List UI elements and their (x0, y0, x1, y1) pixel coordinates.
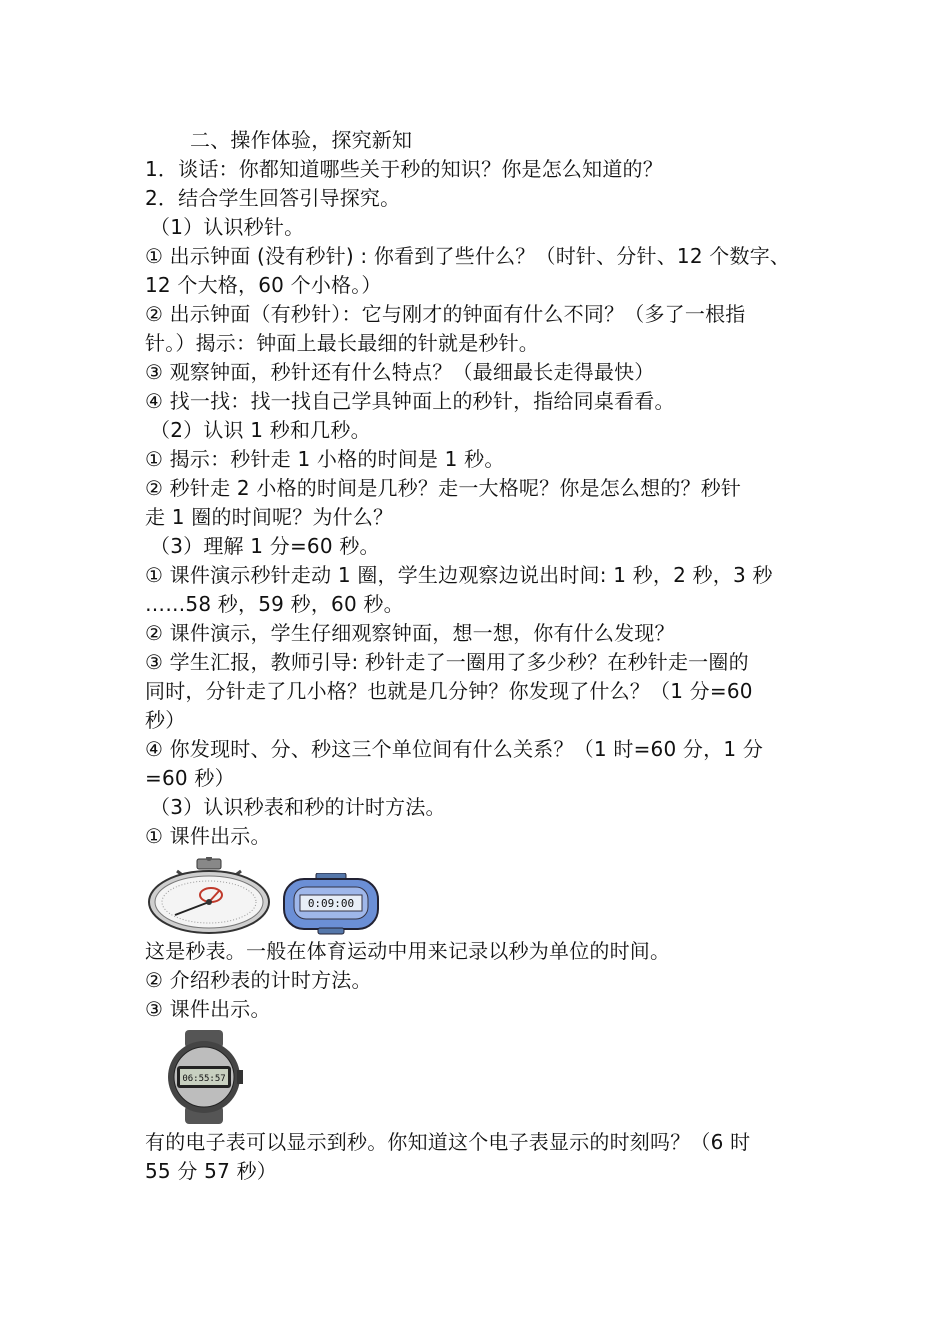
subheading: （2）认识 1 秒和几秒。 (150, 418, 371, 442)
text-line: ② 介绍秒表的计时方法。 (145, 968, 372, 992)
text-line: 这是秒表。一般在体育运动中用来记录以秒为单位的时间。 (145, 939, 671, 963)
text-line: ① 课件出示。 (145, 824, 271, 848)
subheading: （3）认识秒表和秒的计时方法。 (150, 795, 446, 819)
watch-image-row (165, 1028, 825, 1124)
analog-stopwatch-image (147, 857, 272, 935)
text-line: 有的电子表可以显示到秒。你知道这个电子表显示的时刻吗？（6 时 (145, 1130, 751, 1154)
text-line: 走 1 圈的时间呢？为什么？ (145, 505, 394, 529)
text-line: 55 分 57 秒） (145, 1159, 277, 1183)
text-line: ② 课件演示，学生仔细观察钟面，想一想，你有什么发现？ (145, 621, 675, 645)
text-line: 1．谈话：你都知道哪些关于秒的知识？你是怎么知道的？ (145, 157, 663, 181)
text-line: ① 课件演示秒针走动 1 圈，学生边观察边说出时间: 1 秒，2 秒，3 秒 (145, 563, 773, 587)
subheading: （1）认识秒针。 (150, 215, 305, 239)
text-line: ……58 秒，59 秒，60 秒。 (145, 592, 404, 616)
text-line: ② 出示钟面（有秒针）：它与刚才的钟面有什么不同？（多了一根指 (145, 302, 746, 326)
text-line: ③ 观察钟面，秒针还有什么特点？（最细最长走得最快） (145, 360, 655, 384)
text-line: 同时，分针走了几小格？也就是几分钟？你发现了什么？（1 分=60 (145, 679, 753, 703)
digital-stopwatch-image (282, 873, 380, 935)
text-line: ③ 学生汇报，教师引导: 秒针走了一圈用了多少秒？在秒针走一圈的 (145, 650, 749, 674)
text-line: ① 出示钟面 (没有秒针) : 你看到了些什么？（时针、分针、12 个数字、 (145, 244, 791, 268)
text-line: ④ 你发现时、分、秒这三个单位间有什么关系？（1 时=60 分，1 分 (145, 737, 764, 761)
text-line: 秒） (145, 708, 186, 732)
text-line: ② 秒针走 2 小格的时间是几秒？走一大格呢？你是怎么想的？秒针 (145, 476, 742, 500)
stopwatch-images (147, 853, 825, 935)
section-heading: 二、操作体验，探究新知 (190, 128, 413, 152)
text-line: ③ 课件出示。 (145, 997, 271, 1021)
document-body (145, 126, 825, 1186)
subheading: （3）理解 1 分=60 秒。 (150, 534, 380, 558)
stopwatch-display: 0:09:00 (307, 897, 355, 910)
text-line: ① 揭示：秒针走 1 小格的时间是 1 秒。 (145, 447, 505, 471)
watch-display: 06:55:57 (182, 1074, 226, 1084)
text-line: =60 秒） (145, 766, 235, 790)
digital-watch-image (165, 1030, 243, 1124)
text-line: 针。）揭示：钟面上最长最细的针就是秒针。 (145, 331, 539, 355)
text-line: 2．结合学生回答引导探究。 (145, 186, 401, 210)
text-line: ④ 找一找：找一找自己学具钟面上的秒针，指给同桌看看。 (145, 389, 675, 413)
text-line: 12 个大格，60 个小格。） (145, 273, 382, 297)
